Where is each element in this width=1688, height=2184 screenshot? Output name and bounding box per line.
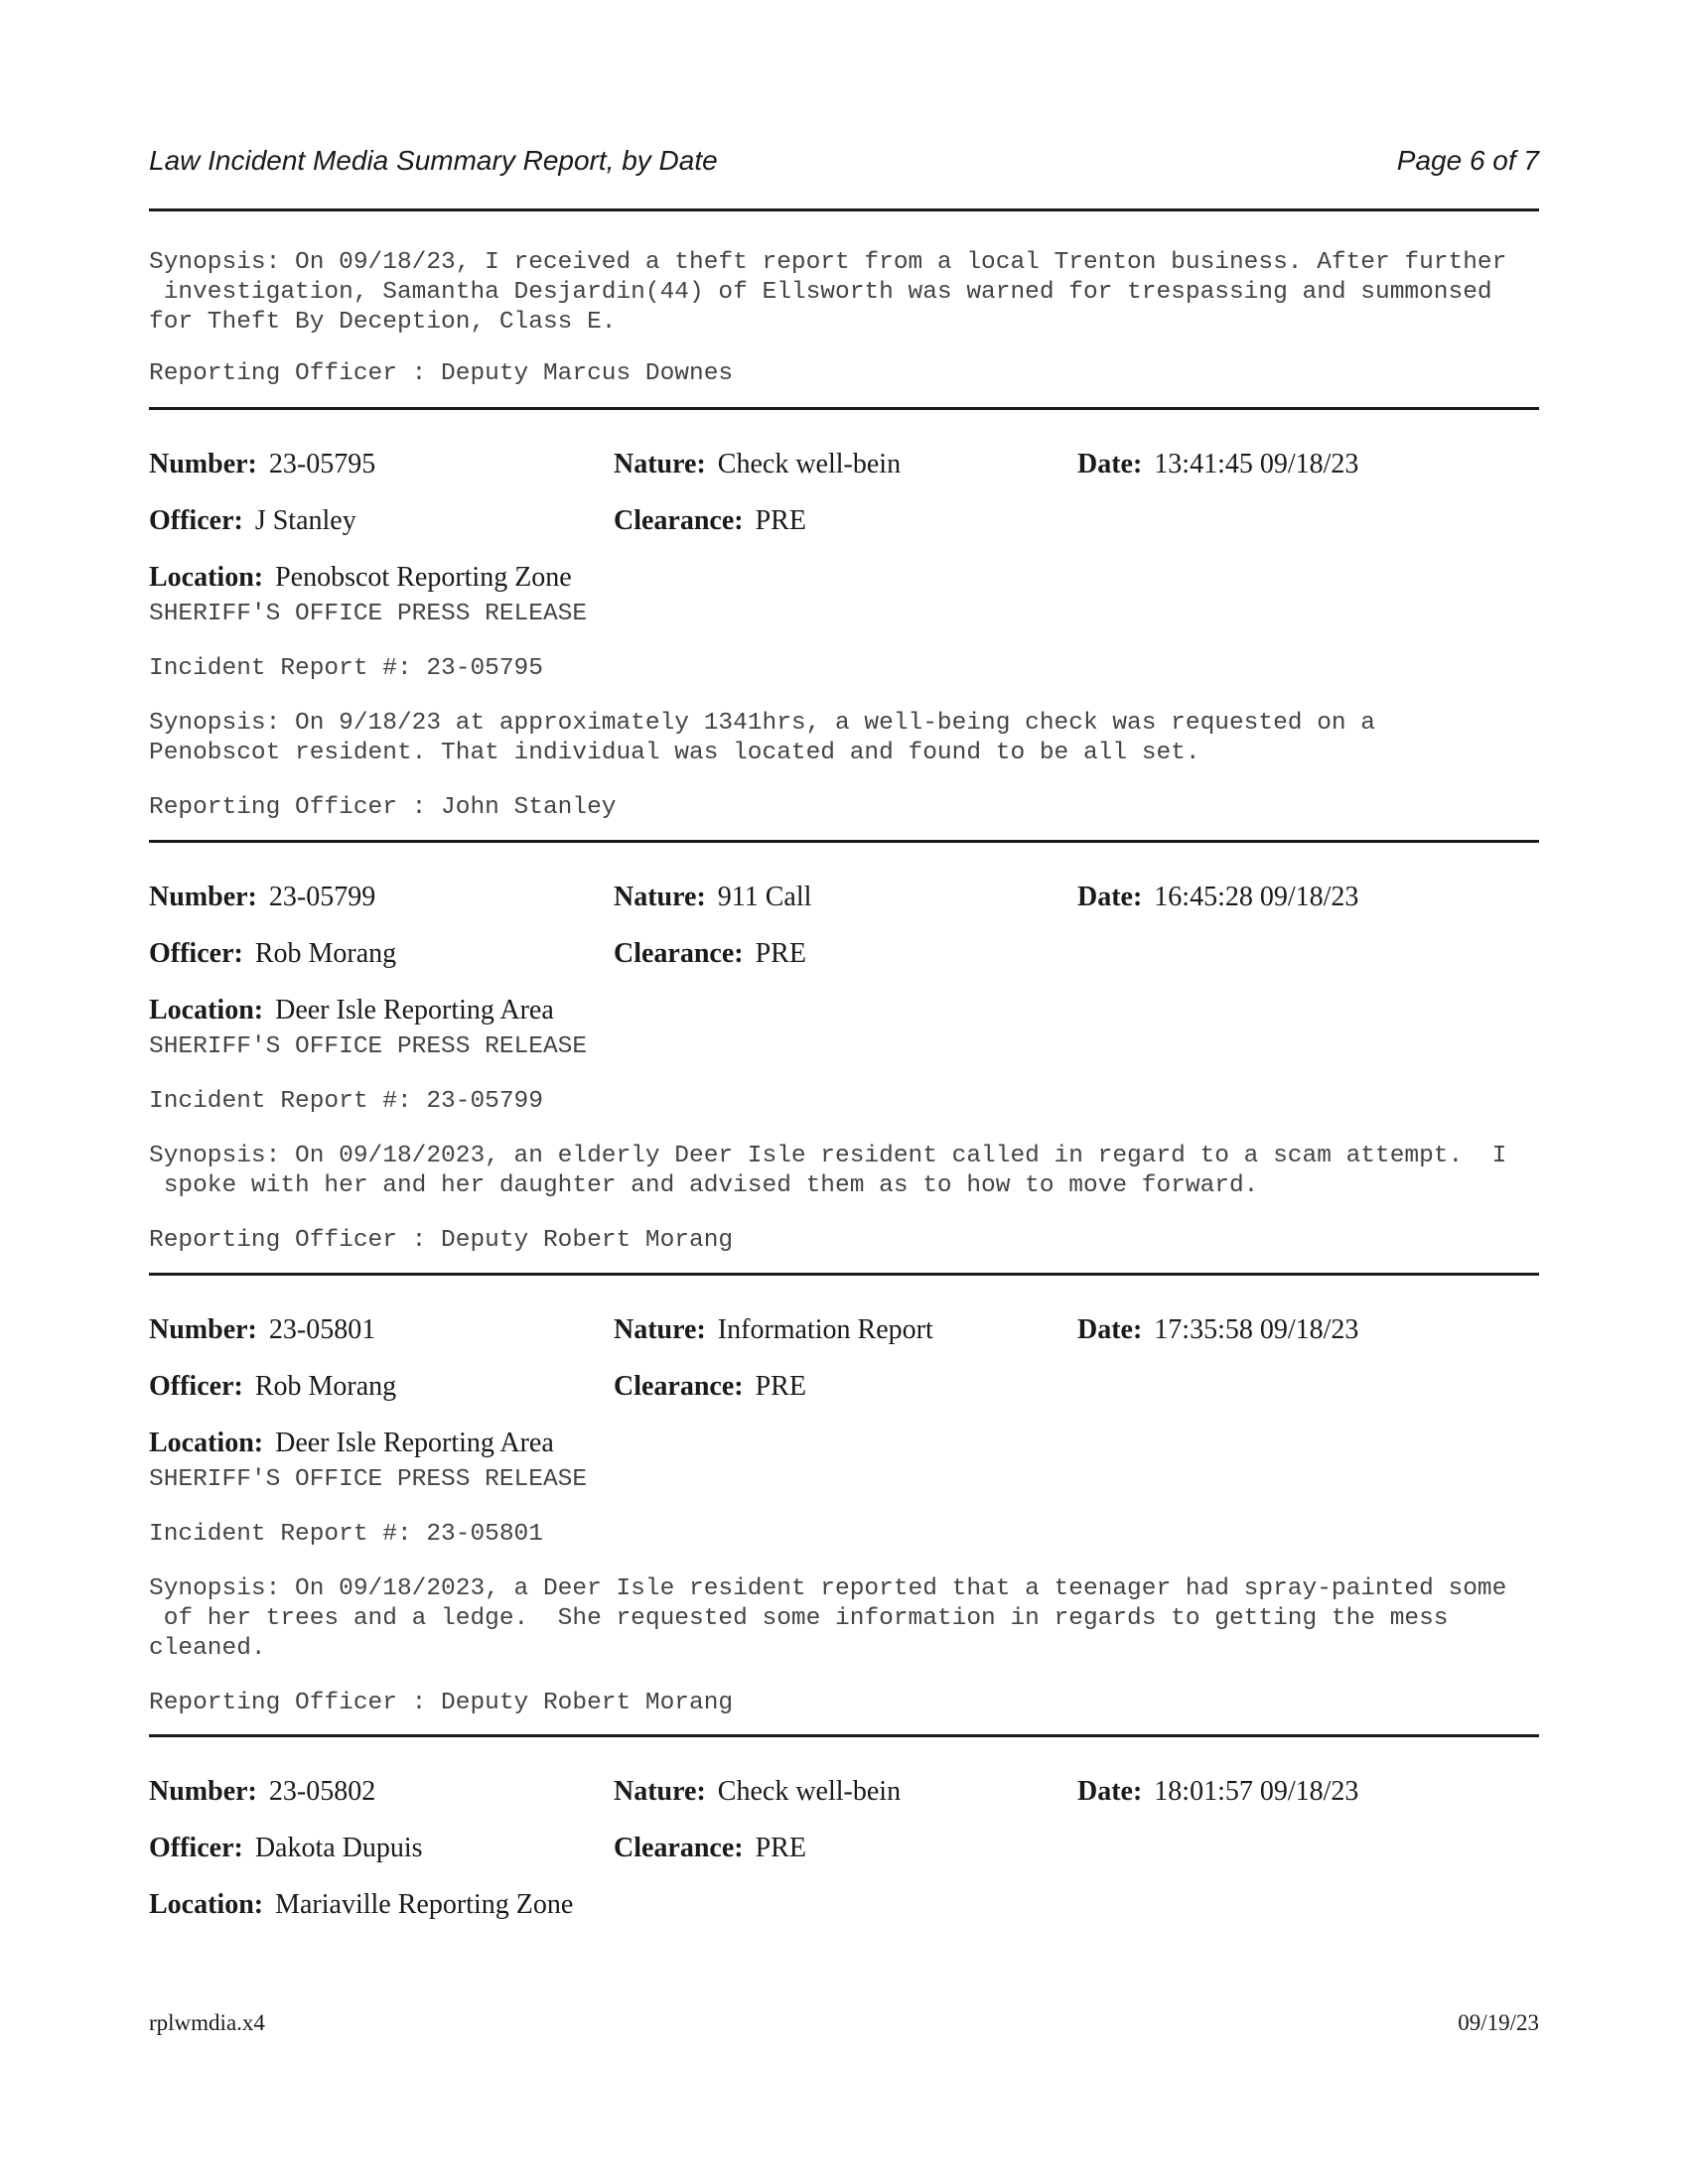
incident-report-number: Incident Report #: 23-05801 xyxy=(149,1521,543,1548)
section-rule xyxy=(149,1734,1539,1737)
incident-number: Number: 23-05795 xyxy=(149,449,376,479)
incident-synopsis: Synopsis: On 09/18/2023, a Deer Isle resident reported that a teenager had spray-painted some of her trees and a ledge. She requested some information in regards to getting the mess cleaned. xyxy=(149,1575,1507,1662)
incident-nature: Nature: Check well-bein xyxy=(614,1776,902,1807)
incident-officer: Officer: Rob Morang xyxy=(149,1371,397,1402)
incident-number: Number: 23-05799 xyxy=(149,882,376,912)
incident-date: Date: 18:01:57 09/18/23 xyxy=(1077,1776,1359,1807)
incident-report-number: Incident Report #: 23-05795 xyxy=(149,655,543,682)
incident-officer: Officer: Dakota Dupuis xyxy=(149,1833,423,1863)
incident-report-number: Incident Report #: 23-05799 xyxy=(149,1088,543,1115)
incident-number: Number: 23-05801 xyxy=(149,1314,376,1345)
press-release-heading: SHERIFF'S OFFICE PRESS RELEASE xyxy=(149,1466,588,1493)
incident-officer: Officer: Rob Morang xyxy=(149,938,397,969)
incident-date: Date: 13:41:45 09/18/23 xyxy=(1077,449,1359,479)
incident-nature: Nature: 911 Call xyxy=(614,882,812,912)
reporting-officer: Reporting Officer : John Stanley xyxy=(149,794,617,821)
page-number: Page 6 of 7 xyxy=(1396,145,1539,176)
incident-date: Date: 16:45:28 09/18/23 xyxy=(1077,882,1359,912)
incident-synopsis: Synopsis: On 9/18/23 at approximately 1341hrs, a well-being check was requested on a Penobscot resident. That individual was located and found to be all set. xyxy=(149,710,1376,766)
incident-number: Number: 23-05802 xyxy=(149,1776,376,1807)
incident-location: Location: Penobscot Reporting Zone xyxy=(149,562,572,593)
incident-clearance: Clearance: PRE xyxy=(614,1371,806,1402)
incident-clearance: Clearance: PRE xyxy=(614,505,806,536)
incident-nature: Nature: Check well-bein xyxy=(614,449,902,479)
incident-synopsis: Synopsis: On 09/18/2023, an elderly Deer Isle resident called in regard to a scam attempt. I spoke with her and her daughter and advised them as to how to move forward. xyxy=(149,1143,1507,1199)
incident-location: Location: Mariaville Reporting Zone xyxy=(149,1889,574,1920)
incident-location: Location: Deer Isle Reporting Area xyxy=(149,995,554,1025)
incident-clearance: Clearance: PRE xyxy=(614,1833,806,1863)
section-rule xyxy=(149,840,1539,843)
carryover-reporting-officer: Reporting Officer : Deputy Marcus Downes xyxy=(149,360,734,387)
footer-print-date: 09/19/23 xyxy=(1458,2010,1539,2035)
press-release-heading: SHERIFF'S OFFICE PRESS RELEASE xyxy=(149,601,588,627)
report-title: Law Incident Media Summary Report, by Date xyxy=(149,145,718,176)
incident-nature: Nature: Information Report xyxy=(614,1314,933,1345)
incident-date: Date: 17:35:58 09/18/23 xyxy=(1077,1314,1359,1345)
section-rule xyxy=(149,407,1539,410)
header-rule xyxy=(149,208,1539,211)
carryover-synopsis: Synopsis: On 09/18/23, I received a theft report from a local Trenton business. After further investigation, Samantha Desjardin(44) of Ellsworth was warned for trespassing and summonsed for Theft By Deception, Class E. xyxy=(149,249,1507,336)
reporting-officer: Reporting Officer : Deputy Robert Morang xyxy=(149,1690,734,1716)
reporting-officer: Reporting Officer : Deputy Robert Morang xyxy=(149,1227,734,1254)
incident-location: Location: Deer Isle Reporting Area xyxy=(149,1428,554,1458)
incident-officer: Officer: J Stanley xyxy=(149,505,356,536)
press-release-heading: SHERIFF'S OFFICE PRESS RELEASE xyxy=(149,1033,588,1060)
incident-clearance: Clearance: PRE xyxy=(614,938,806,969)
footer-report-id: rplwmdia.x4 xyxy=(149,2010,265,2035)
section-rule xyxy=(149,1273,1539,1276)
